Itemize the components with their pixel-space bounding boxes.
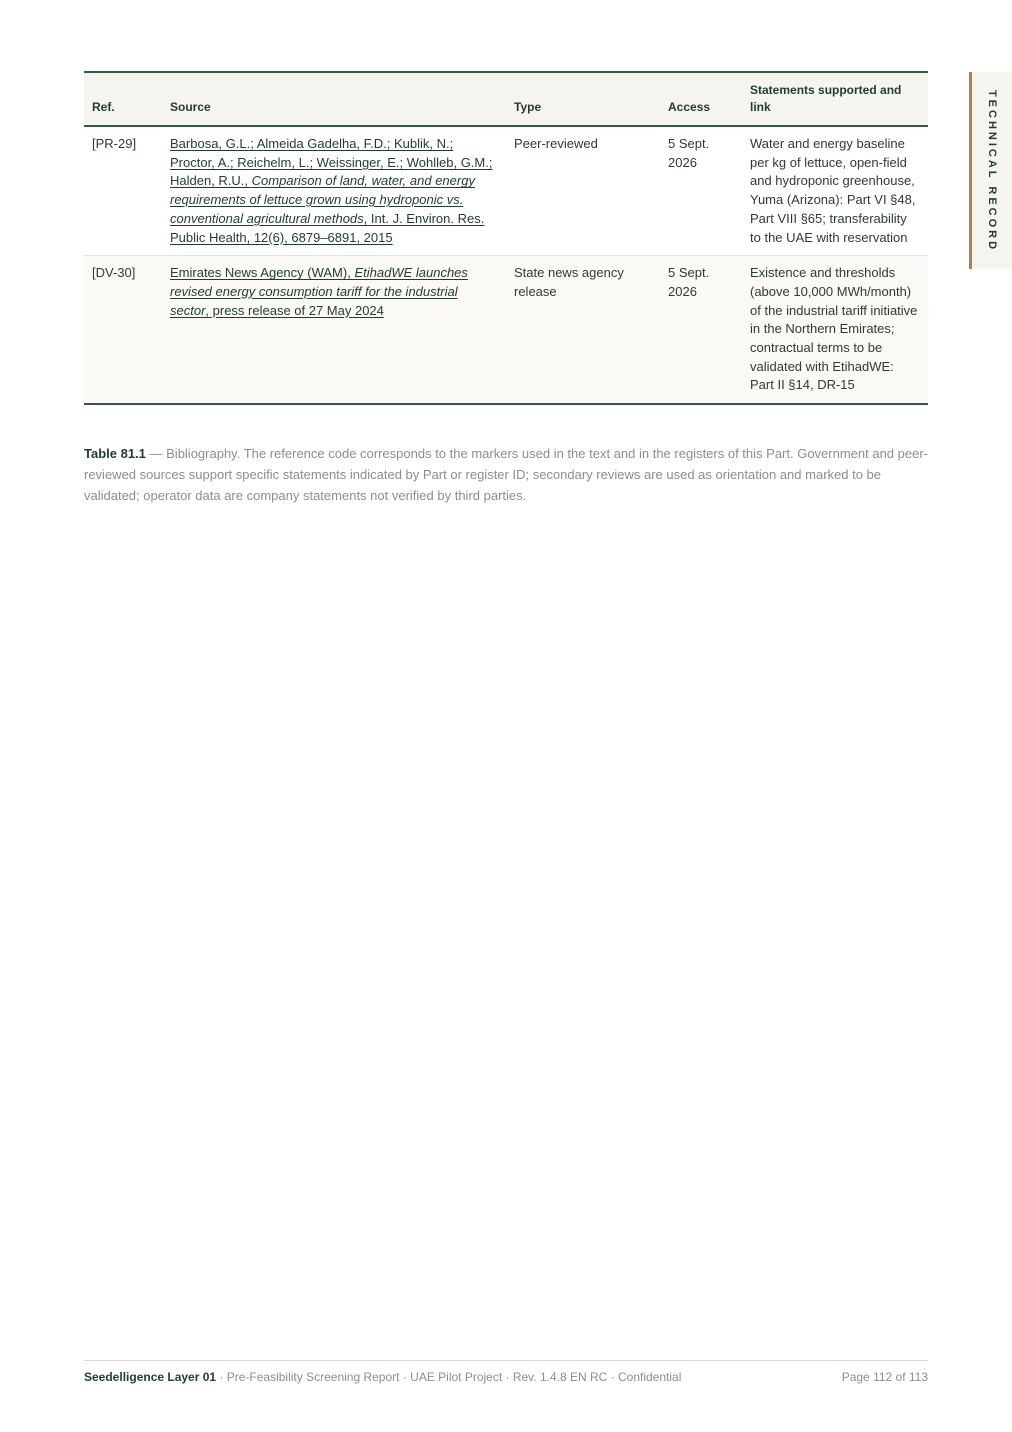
cell-source: [162, 256, 506, 404]
cell-statements: Existence and thresholds (above 10,000 MWh/month) of the industrial tariff initiative in the Northern Emirates; contractual terms to be validated with EtihadWE: Part II §14, DR-15: [742, 256, 928, 404]
source-authors: Barbosa, G.L.; Almeida Gadelha, F.D.; Kublik, N.; Proctor, A.; Reichelm, L.; Weissinger, E.; Wohlleb, G.M.; Halden, R.U.,: [170, 136, 493, 189]
header-access: Access: [660, 72, 742, 126]
source-title: Comparison of land, water, and energy requirements of lettuce grown using hydroponic vs. conventional agricultural methods: [170, 173, 475, 226]
cell-ref: [PR-29]: [84, 126, 162, 256]
caption-label: Table 81.1: [84, 446, 146, 461]
side-tab-label: TECHNICAL RECORD: [986, 89, 998, 252]
header-type: Type: [506, 72, 660, 126]
table-caption: [84, 443, 928, 506]
cell-access: 5 Sept. 2026: [660, 256, 742, 404]
footer-document-info: [84, 1370, 681, 1384]
cell-access: 5 Sept. 2026: [660, 126, 742, 256]
cell-source: [162, 126, 506, 256]
table-row: [84, 126, 928, 256]
page-footer: [84, 1370, 928, 1384]
cell-type: Peer-reviewed: [506, 126, 660, 256]
source-link[interactable]: [170, 265, 468, 317]
footer-details: · Pre-Feasibility Screening Report · UAE Pilot Project · Rev. 1.4.8 EN RC · Confidential: [216, 1370, 682, 1384]
cell-ref: [DV-30]: [84, 256, 162, 404]
footer-page-number: Page 112 of 113: [841, 1370, 928, 1384]
table-row: [84, 256, 928, 404]
source-title: EtihadWE launches revised energy consumption tariff for the industrial sector: [170, 265, 468, 318]
cell-statements: Water and energy baseline per kg of lettuce, open-field and hydroponic greenhouse, Yuma (Arizona): Part VI §48, Part VIII §65; transferability to the UAE with reservation: [742, 126, 928, 256]
footer-brand: Seedelligence Layer 01: [84, 1370, 217, 1384]
table-header-row: [84, 72, 928, 126]
caption-text: — Bibliography. The reference code corresponds to the markers used in the text and in the registers of this Part. Government and peer-reviewed sources support specific statements indicated by Part or register ID; secondary reviews are used as orientation and marked to be validated; operator data are company statements not verified by third parties.: [84, 446, 929, 503]
cell-type: State news agency release: [506, 256, 660, 404]
technical-record-tab: [969, 72, 1012, 269]
source-authors: Emirates News Agency (WAM),: [170, 265, 355, 281]
header-source: Source: [162, 72, 506, 126]
bibliography-table: [84, 71, 928, 405]
source-link[interactable]: [170, 136, 492, 245]
header-ref: Ref.: [84, 72, 162, 126]
source-publication: , press release of 27 May 2024: [205, 302, 384, 318]
source-publication: , Int. J. Environ. Res. Public Health, 12(6), 6879–6891, 2015: [170, 210, 485, 245]
footer-divider: [84, 1360, 928, 1361]
header-statements: Statements supported and link: [742, 72, 928, 126]
